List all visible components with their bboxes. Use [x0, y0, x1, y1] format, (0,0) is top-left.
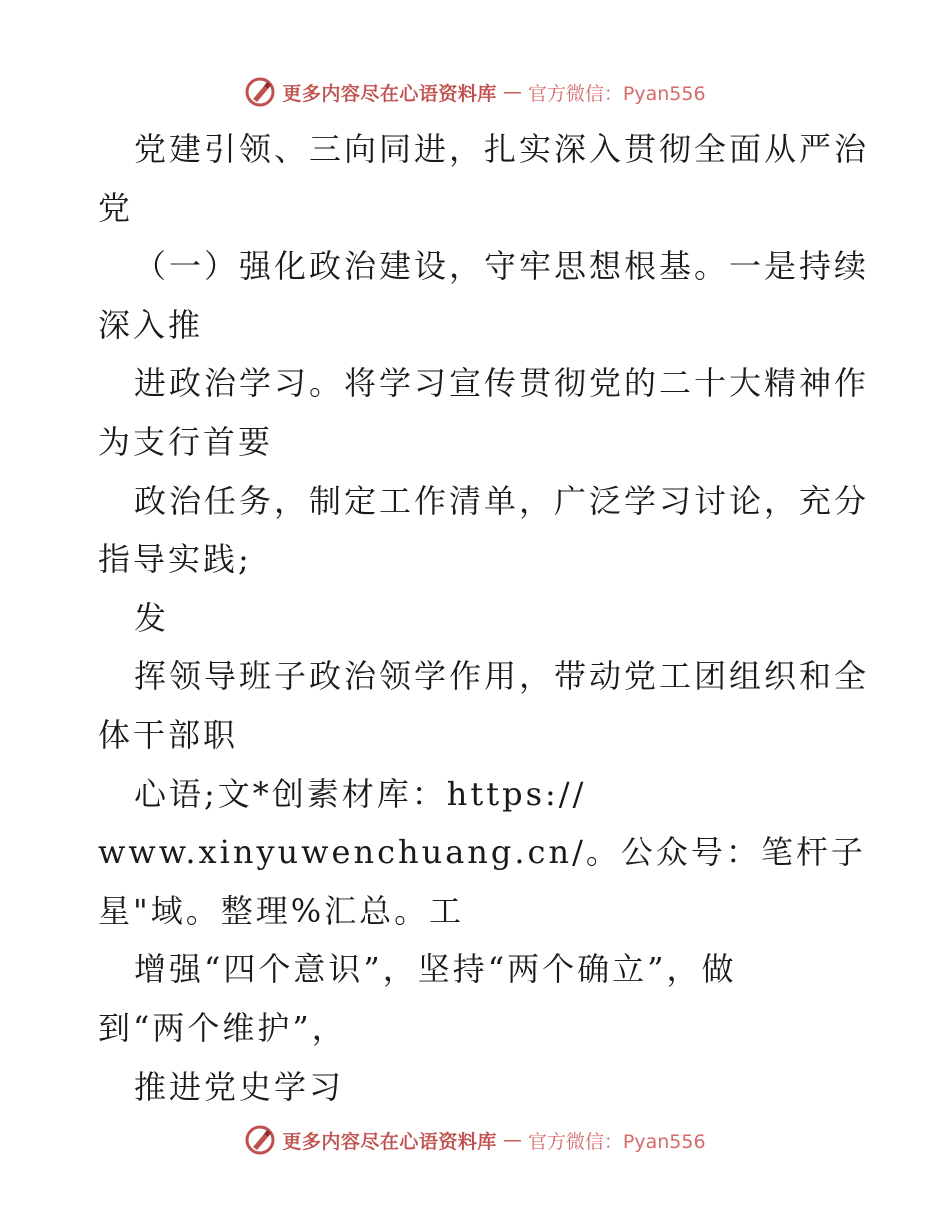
watermark-banner: [244, 1124, 705, 1156]
pen-circle-logo-icon: [244, 76, 276, 108]
body-line: 推进党史学习: [134, 1067, 345, 1106]
watermark-banner: [244, 76, 705, 108]
watermark-dash: —: [502, 1129, 522, 1151]
body-line: 发: [134, 598, 170, 637]
watermark-text: 更多内容尽在心语资料库: [282, 82, 497, 105]
body-line: 指导实践;: [98, 540, 252, 579]
body-line: 体干部职: [98, 715, 239, 754]
watermark-contact: 官方微信：Pyan556: [527, 82, 706, 105]
body-line: （一）强化政治建设，守牢思想根基。一是持续: [134, 247, 870, 286]
watermark-contact: 官方微信：Pyan556: [527, 1130, 706, 1153]
body-line: 到“两个维护”，: [98, 1008, 347, 1047]
body-line: 深入推: [98, 305, 204, 344]
body-line: 党建引领、三向同进，扎实深入贯彻全面从严治: [134, 130, 870, 168]
body-line: 增强“四个意识”，坚持“两个确立”，做: [134, 950, 737, 989]
watermark-text: 更多内容尽在心语资料库: [282, 1130, 497, 1153]
body-line: 心语;文*创素材库：https://: [134, 774, 587, 813]
watermark-dash: —: [502, 81, 522, 103]
body-line: www.xinyuwenchuang.cn/。公众号：笔杆子: [98, 833, 866, 872]
body-line: 为支行首要: [98, 422, 274, 461]
header-watermark: [0, 72, 950, 112]
body-line: 挥领导班子政治领学作用，带动党工团组织和全: [134, 657, 870, 696]
body-line: 党: [98, 188, 134, 227]
document-body: [98, 120, 870, 1116]
body-line: 进政治学习。将学习宣传贯彻党的二十大精神作: [134, 364, 870, 403]
body-line: 星"域。整理%汇总。工: [98, 891, 465, 930]
body-line: 政治任务，制定工作清单，广泛学习讨论，充分: [134, 481, 870, 520]
footer-watermark: [0, 1120, 950, 1160]
pen-circle-logo-icon: [244, 1124, 276, 1156]
